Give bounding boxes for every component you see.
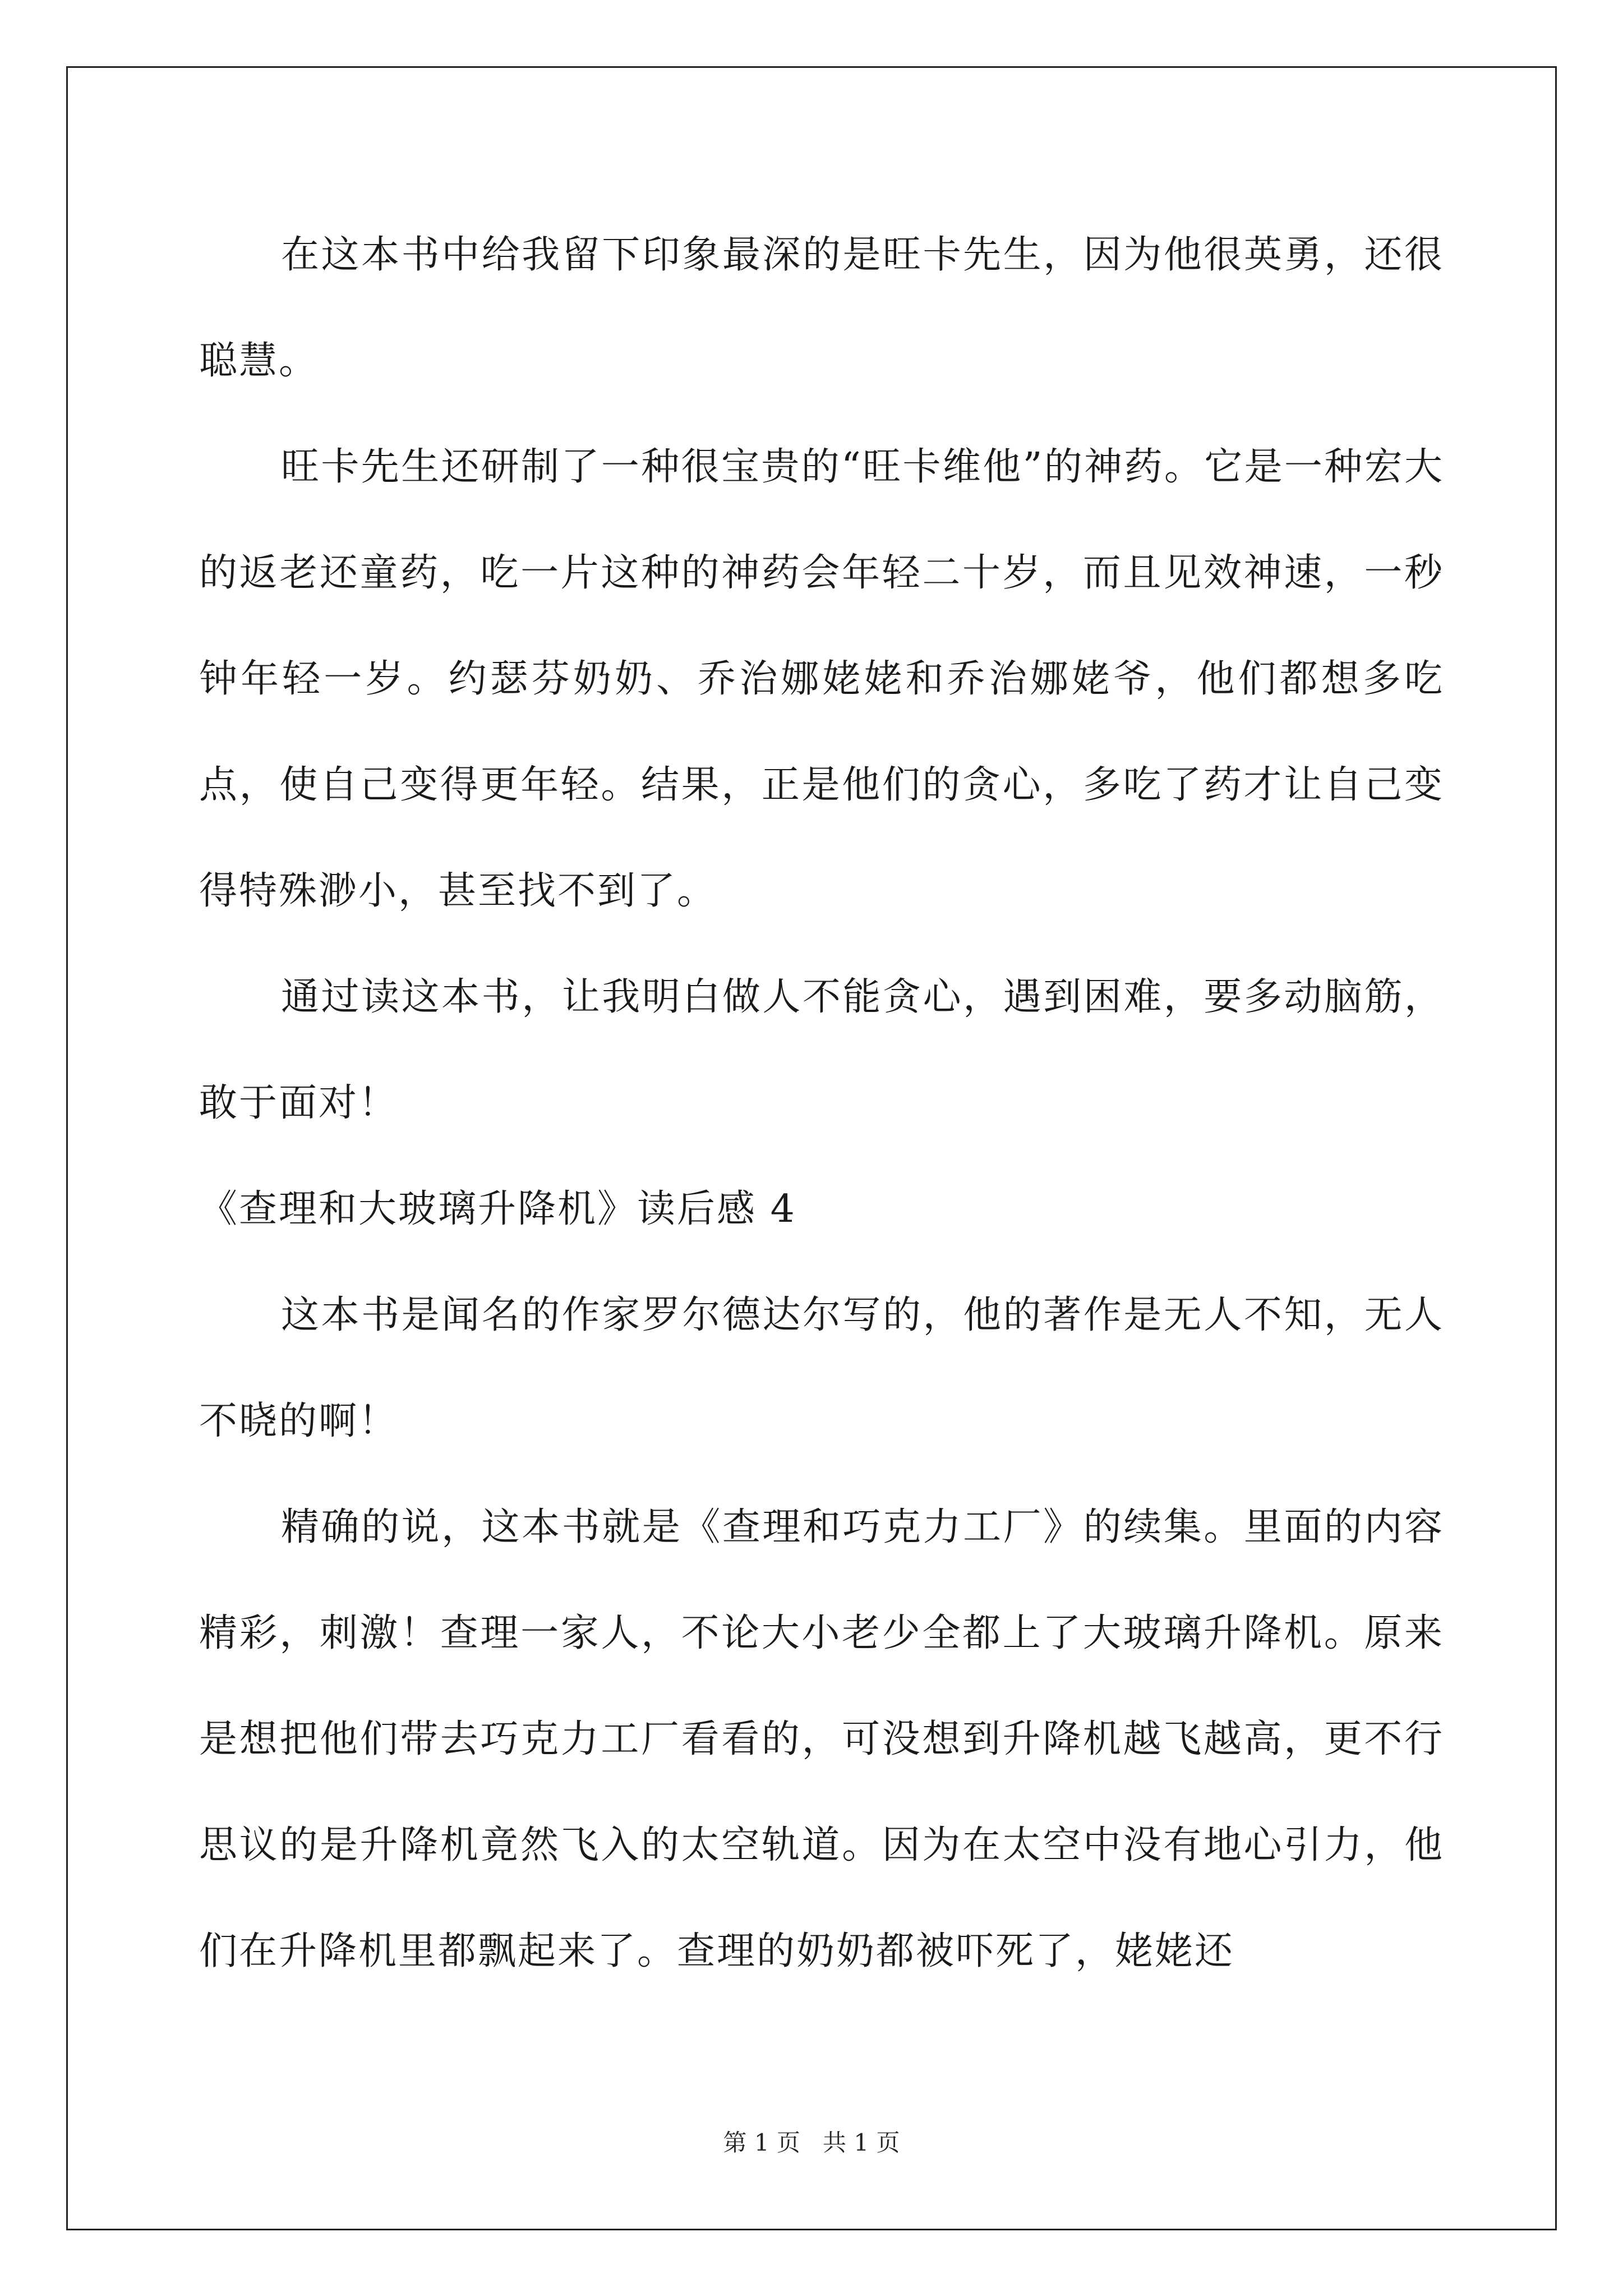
page-footer [0, 2126, 1623, 2160]
page-total: 共 1 页 [823, 2129, 900, 2156]
document-body [199, 202, 1444, 2004]
section-heading: 《查理和大玻璃升降机》读后感 4 [199, 1187, 796, 1231]
page-number: 第 1 页 [723, 2129, 800, 2156]
paragraph: 通过读这本书，让我明白做人不能贪心，遇到困难，要多动脑筋，敢于面对！ [199, 975, 1444, 1125]
paragraph: 精确的说，这本书就是《查理和巧克力工厂》的续集。里面的内容精彩，刺激！查理一家人，不论大小老少全都上了大玻璃升降机。原来是想把他们带去巧克力工厂看看的，可没想到升降机越飞越高，更不行思议的是升降机竟然飞入的太空轨道。因为在太空中没有地心引力，他们在升降机里都飘起来了。查理的奶奶都被吓死了，姥姥还 [199, 1505, 1444, 1973]
paragraph: 这本书是闻名的作家罗尔德达尔写的，他的著作是无人不知，无人不晓的啊！ [199, 1293, 1444, 1443]
paragraph: 在这本书中给我留下印象最深的是旺卡先生，因为他很英勇，还很聪慧。 [199, 233, 1444, 383]
paragraph: 旺卡先生还研制了一种很宝贵的“旺卡维他”的神药。它是一种宏大的返老还童药，吃一片这种的神药会年轻二十岁，而且见效神速，一秒钟年轻一岁。约瑟芬奶奶、乔治娜姥姥和乔治娜姥爷，他们都想多吃点，使自己变得更年轻。结果，正是他们的贪心，多吃了药才让自己变得特殊渺小，甚至找不到了。 [199, 445, 1444, 913]
